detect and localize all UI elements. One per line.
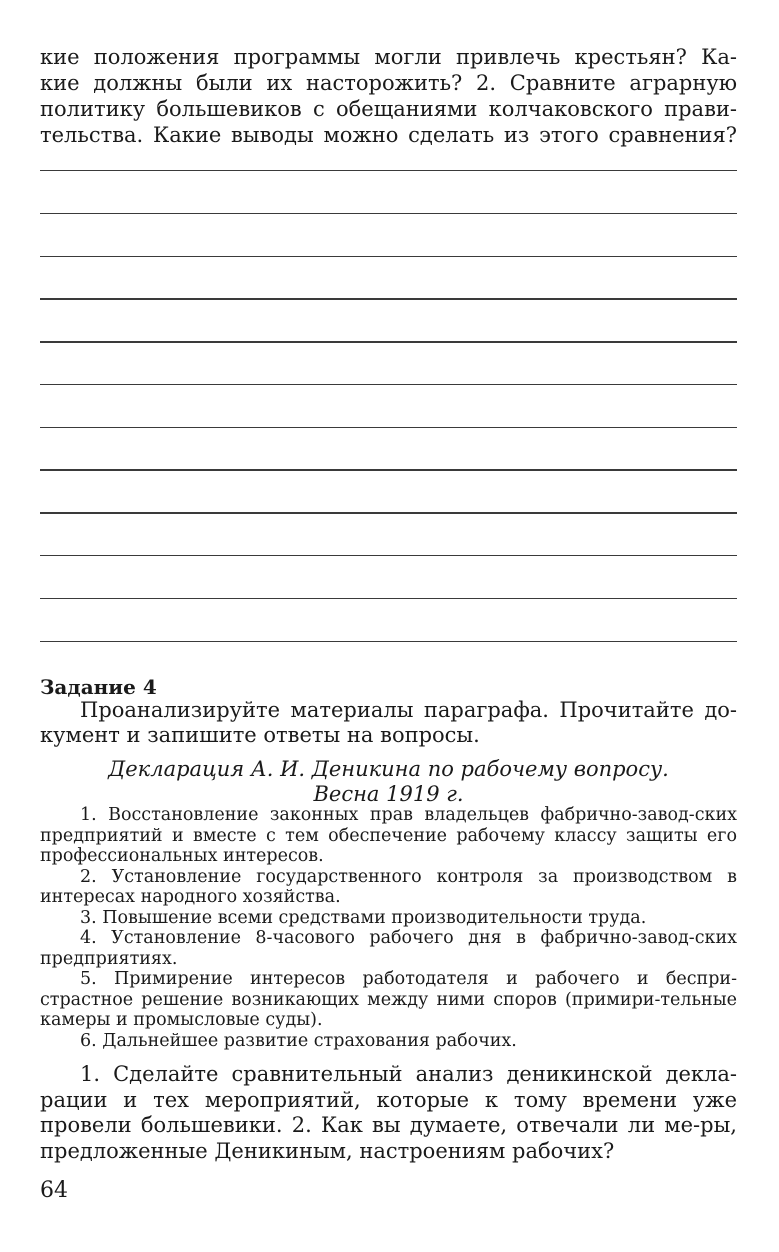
answer-line[interactable] xyxy=(40,469,737,470)
answer-line[interactable] xyxy=(40,641,737,642)
answer-line[interactable] xyxy=(40,213,737,214)
intro-paragraph xyxy=(40,44,737,148)
task-instruction xyxy=(40,698,737,748)
questions-block xyxy=(40,1062,737,1164)
answer-line[interactable] xyxy=(40,341,737,342)
questions-text: 1. Сделайте сравнительный анализ деникинской декла-рации и тех мероприятий, которые к тому времени уже провели большевики. 2. Как вы думаете, отвечали ли ме-ры, предложенные Деникиным, настроениям рабочих? xyxy=(40,1062,737,1163)
document-item: 1. Восстановление законных прав владельцев фабрично-завод-ских предприятий и вместе с тем обеспечение рабочему классу защиты его профессиональных интересов. xyxy=(40,805,737,866)
document-item: 5. Примирение интересов работодателя и рабочего и беспри-страстное решение возникающих между ними споров (примири-тельные камеры и промысловые суды). xyxy=(40,969,737,1030)
document-item: 6. Дальнейшее развитие страхования рабочих. xyxy=(80,1030,517,1051)
answer-line[interactable] xyxy=(40,298,737,299)
intro-line: кие должны были их насторожить? 2. Сравните аграрную xyxy=(40,71,737,95)
page-number: 64 xyxy=(40,1178,68,1203)
document-item: 3. Повышение всеми средствами производительности труда. xyxy=(80,907,647,928)
task-instruction-text: Проанализируйте материалы параграфа. Прочитайте до-кумент и запишите ответы на вопросы. xyxy=(40,698,737,747)
document-title-date: Весна 1919 г. xyxy=(313,782,464,806)
answer-line[interactable] xyxy=(40,512,737,513)
answer-line[interactable] xyxy=(40,598,737,599)
answer-line[interactable] xyxy=(40,256,737,257)
answer-lines xyxy=(40,170,737,683)
intro-line: кие положения программы могли привлечь крестьян? Ка- xyxy=(40,45,737,69)
document-item: 2. Установление государственного контроля за производством в интересах народного хозяйства. xyxy=(40,866,737,907)
answer-line[interactable] xyxy=(40,555,737,556)
answer-line[interactable] xyxy=(40,427,737,428)
answer-line[interactable] xyxy=(40,384,737,385)
answer-line[interactable] xyxy=(40,170,737,171)
intro-line: тельства. Какие выводы можно сделать из этого сравнения? xyxy=(40,123,737,147)
task-title: Задание 4 xyxy=(40,675,157,699)
document-title-line: Декларация А. И. Деникина по рабочему вопросу. xyxy=(108,757,669,781)
document-title xyxy=(40,757,737,807)
intro-line: политику большевиков с обещаниями колчаковского прави- xyxy=(40,97,737,121)
document-items xyxy=(40,805,737,1051)
document-item: 4. Установление 8-часового рабочего дня в фабрично-завод-ских предприятиях. xyxy=(40,928,737,969)
